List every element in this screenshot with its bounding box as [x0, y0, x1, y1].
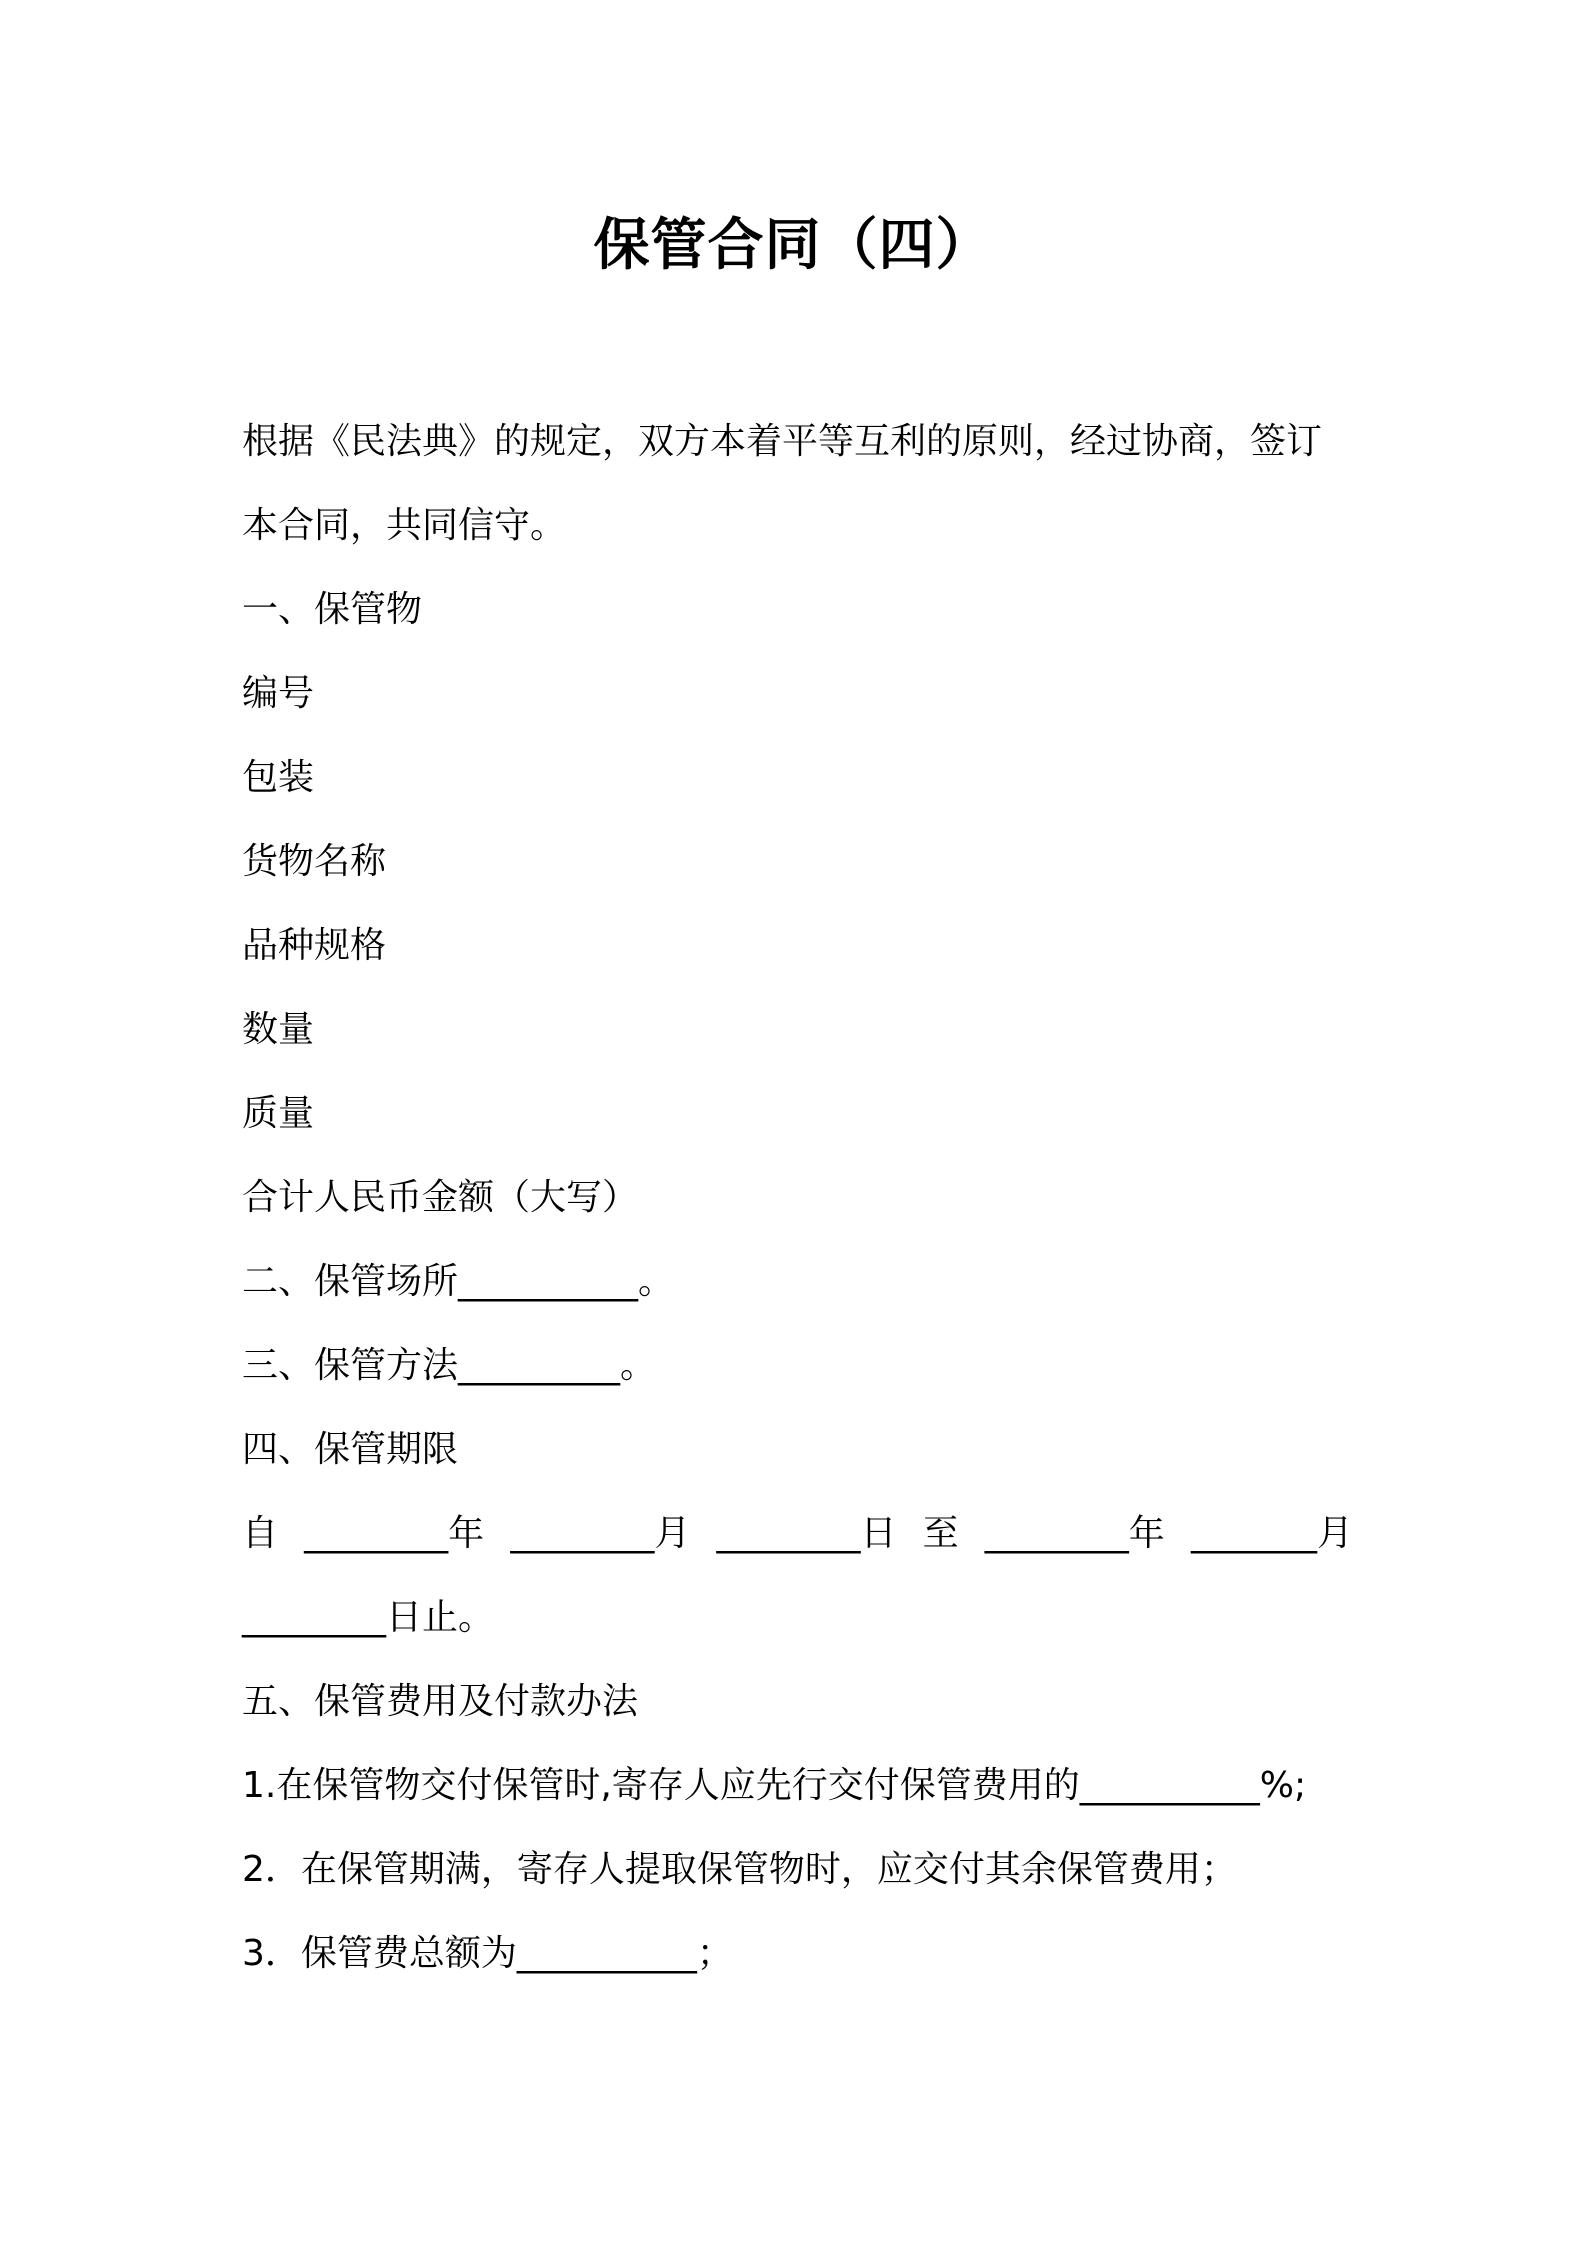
- date-to-day-line: ________日止。: [242, 1597, 495, 1638]
- payment-item-1: 1.在保管物交付保管时,寄存人应先行交付保管费用的__________%;: [242, 1765, 1307, 1806]
- section-2-storage-place: 二、保管场所__________。: [242, 1261, 675, 1302]
- payment-item-3: 3．保管费总额为__________；: [242, 1933, 733, 1974]
- intro-line-1: 根据《民法典》的规定，双方本着平等互利的原则，经过协商，签订: [242, 421, 1323, 462]
- field-goods-name: 货物名称: [242, 841, 387, 882]
- date-from-year: ________年: [304, 1513, 485, 1554]
- field-total-amount: 合计人民币金额（大写）: [242, 1177, 639, 1218]
- date-from-day: ________日: [716, 1513, 897, 1554]
- section-1-heading: 一、保管物: [242, 589, 423, 630]
- date-to-year: ________年: [984, 1513, 1165, 1554]
- date-from-label: 自: [242, 1513, 279, 1554]
- document-title: 保管合同（四）: [593, 213, 993, 278]
- payment-item-2: 2．在保管期满，寄存人提取保管物时，应交付其余保管费用；: [242, 1849, 1237, 1890]
- date-to-label: 至: [922, 1513, 959, 1554]
- section-4-heading: 四、保管期限: [242, 1429, 459, 1470]
- field-variety-spec: 品种规格: [242, 925, 387, 966]
- intro-line-2: 本合同，共同信守。: [242, 505, 567, 546]
- section-5-heading: 五、保管费用及付款办法: [242, 1681, 639, 1722]
- section-3-storage-method: 三、保管方法_________。: [242, 1345, 657, 1386]
- date-to-month: _______月: [1190, 1513, 1353, 1554]
- field-quantity: 数量: [242, 1009, 315, 1050]
- date-from-month: ________月: [510, 1513, 691, 1554]
- document-body: [242, 400, 1362, 1996]
- storage-period-date-line: [242, 1492, 1353, 1576]
- field-number: 编号: [242, 673, 315, 714]
- field-quality: 质量: [242, 1093, 315, 1134]
- field-packaging: 包装: [242, 757, 315, 798]
